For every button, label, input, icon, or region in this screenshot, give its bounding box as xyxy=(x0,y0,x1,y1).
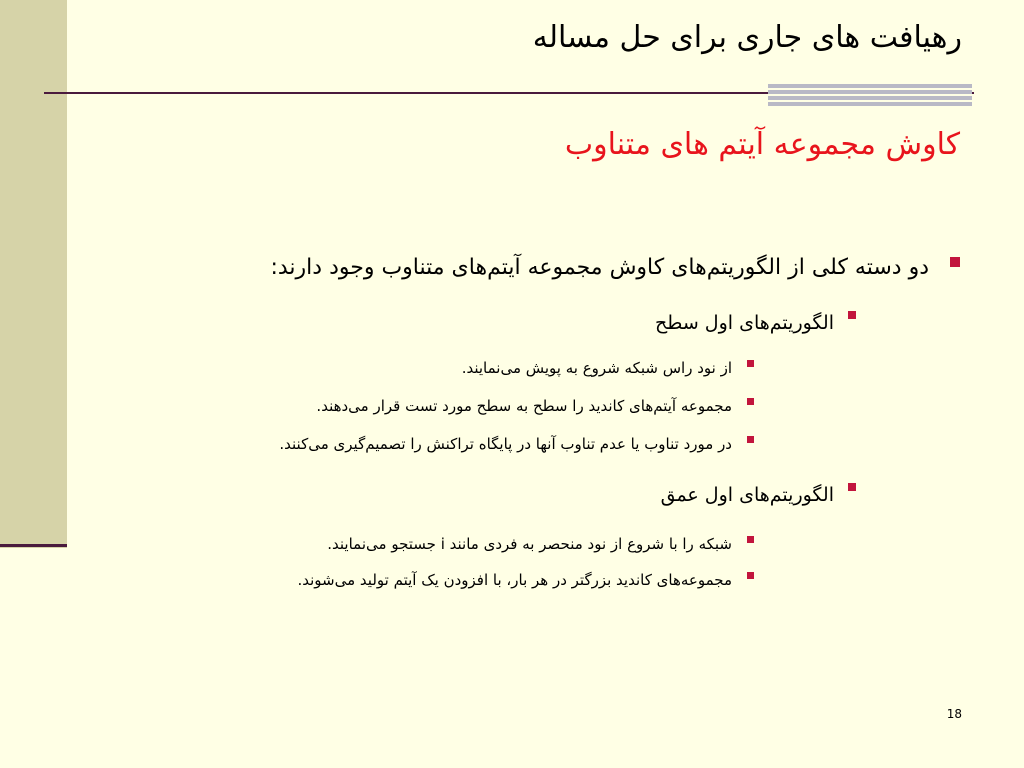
sub-bullet-item: مجموعه‌های کاندید بزرگتر در هر بار، با افزودن یک آیتم تولید می‌شوند. xyxy=(297,571,732,589)
bullet-marker-icon xyxy=(848,311,856,319)
bullet-marker-icon xyxy=(747,360,754,367)
left-decorative-band xyxy=(0,0,67,548)
bullet-marker-icon xyxy=(747,536,754,543)
bullet-marker-icon xyxy=(950,257,960,267)
sub-bullet-item: شبکه را با شروع از نود منحصر به فردی مانند i جستجو می‌نمایند. xyxy=(327,535,732,553)
slide-title: رهیافت های جاری برای حل مساله xyxy=(532,20,962,55)
sub-bullet-item: در مورد تناوب یا عدم تناوب آنها در پایگاه تراکنش را تصمیم‌گیری می‌کنند. xyxy=(279,435,732,453)
page-number: 18 xyxy=(946,707,962,721)
bullet-marker-icon xyxy=(747,436,754,443)
title-rule-stripes xyxy=(768,84,972,106)
slide-subtitle: کاوش مجموعه آیتم های متناوب xyxy=(564,127,960,162)
bullet-marker-icon xyxy=(747,572,754,579)
bullet-marker-icon xyxy=(848,483,856,491)
sub-bullet-item: مجموعه آیتم‌های کاندید را سطح به سطح مورد تست قرار می‌دهند. xyxy=(316,397,732,415)
bullet-marker-icon xyxy=(747,398,754,405)
band-foot-line xyxy=(0,544,67,547)
bullet-depth-first: الگوریتم‌های اول عمق xyxy=(660,484,834,506)
sub-bullet-item: از نود راس شبکه شروع به پویش می‌نمایند. xyxy=(461,359,732,377)
bullet-breadth-first: الگوریتم‌های اول سطح xyxy=(654,312,834,334)
bullet-main: دو دسته کلی از الگوریتم‌های کاوش مجموعه آیتم‌های متناوب وجود دارند: xyxy=(270,255,929,280)
